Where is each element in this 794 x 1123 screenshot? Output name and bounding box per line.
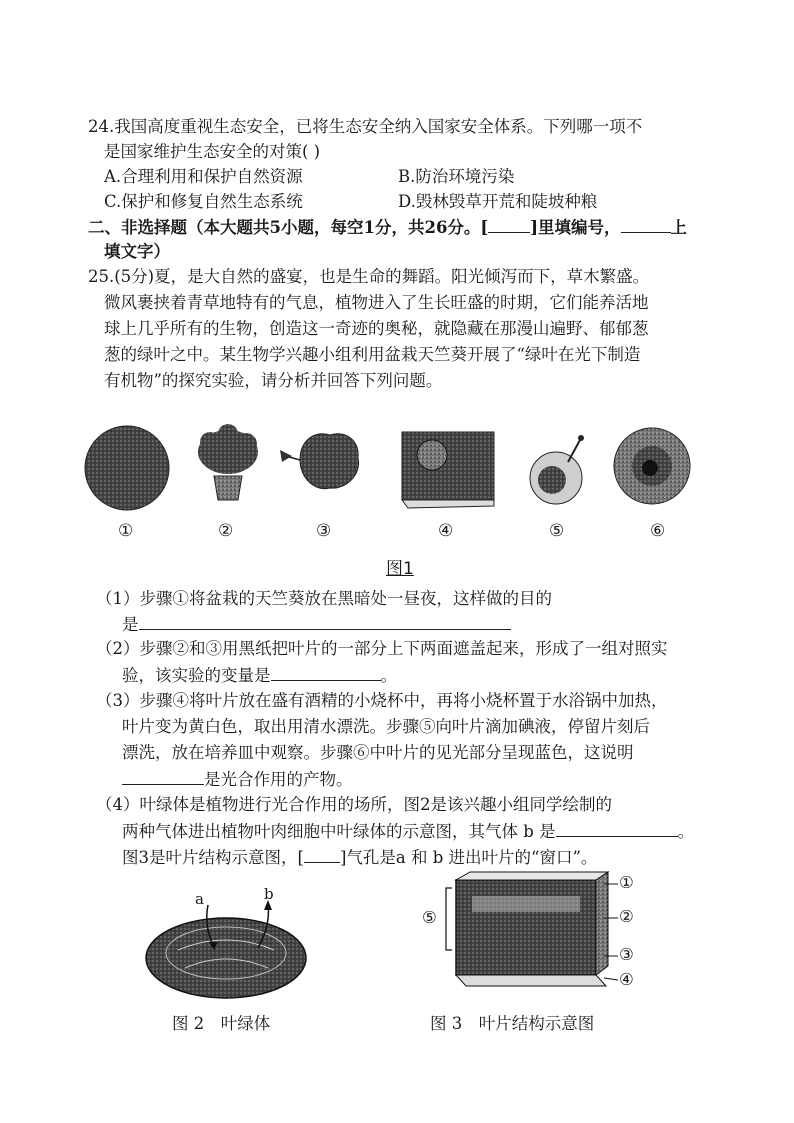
q24-option-a: A.合理利用和保护自然资源 [104,167,303,186]
section-2-text-b: ]里填编号， [530,218,621,237]
section-2-header-line2: 填文字） [104,242,170,261]
fig1-step-number: ③ [316,521,332,541]
q25-part3-text: 是光合作用的产物。 [204,770,353,789]
fig1-caption: 图1 [386,559,414,579]
fig1-step-number: ⑤ [549,521,565,541]
section-2-text-a: 二、非选择题（本大题共5小题，每空1分，共26分。[ [88,218,489,237]
q25-part1-line1: （1）步骤①将盆栽的天竺葵放在黑暗处一昼夜，这样做的目的 [96,589,552,608]
fig1-step-number: ⑥ [650,521,666,541]
fig3-label: ① [619,873,634,892]
q25-part3-line3: 漂洗，放在培养皿中观察。步骤⑥中叶片的见光部分呈现蓝色，这说明 [122,743,634,762]
q25-intro-line: 微风裹挟着青草地特有的气息，植物进入了生长旺盛的时期，它们能养活地 [104,293,649,312]
q25-part4-text: 图3是叶片结构示意图， [122,848,298,867]
fig1-step-number: ② [218,521,234,541]
q25-intro-line: 25.(5分)夏，是大自然的盛宴，也是生命的舞蹈。阳光倾泻而下，草木繁盛。 [88,267,650,286]
q25-intro-line: 有机物”的探究实验，请分析并回答下列问题。 [104,371,443,390]
q25-intro-line: 葱的绿叶之中。某生物学兴趣小组利用盆栽天竺葵开展了“绿叶在光下制造 [104,345,641,364]
q25-part3-line2: 叶片变为黄白色，取出用清水漂洗。步骤⑤向叶片滴加碘液，停留片刻后 [122,717,650,736]
fig3-label: ⑤ [422,908,437,927]
fig3-label: ④ [619,970,634,989]
section-2-text-c: 上 [670,218,688,237]
q25-part3-line1: （3）步骤④将叶片放在盛有酒精的小烧杯中，再将小烧杯置于水浴锅中加热， [96,691,668,710]
fig2-label-a: a [195,890,204,908]
fig3-caption: 图 3 叶片结构示意图 [430,1014,595,1033]
q25-part4-text: 气孔是a 和 b 进出叶片的“窗口”。 [346,848,598,867]
q25-part4-line3: 图3是叶片结构示意图，[ ]气孔是a 和 b 进出叶片的“窗口”。 [122,848,598,867]
q25-part4-text: 两种气体进出植物叶肉细胞中叶绿体的示意图，其气体 b 是 [122,822,556,841]
q24-option-d: D.毁林毁草开荒和陡坡种粮 [398,192,598,211]
q24-option-c: C.保护和修复自然生态系统 [104,192,303,211]
q24-line1: 24.我国高度重视生态安全，已将生态安全纳入国家安全体系。下列哪一项不 [88,117,643,136]
fig1-step-number: ④ [438,521,454,541]
q25-part4-end: 。 [677,822,695,841]
q25-part2-line1: （2）步骤②和③用黑纸把叶片的一部分上下两面遮盖起来，形成了一组对照实 [96,639,668,658]
q25-intro-line: 球上几乎所有的生物，创造这一奇迹的奥秘，就隐藏在那漫山遍野、郁郁葱 [104,319,649,338]
q25-part2-end: 。 [380,666,397,685]
fig3-label: ③ [619,945,634,964]
q24-option-b: B.防治环境污染 [398,167,515,186]
q25-part4-line1: （4）叶绿体是植物进行光合作用的场所，图2是该兴趣小组同学绘制的 [96,795,612,814]
q25-part1-text: 是 [122,615,139,634]
fig2-caption: 图 2 叶绿体 [172,1014,271,1033]
fig3-brace [446,888,452,950]
fig2-label-b: b [264,885,274,903]
q24-line2: 是国家维护生态安全的对策( ) [104,142,321,161]
fig1-step-number: ① [118,521,134,541]
q25-part2-text: 验，该实验的变量是 [122,666,271,685]
fig3-label: ② [619,907,634,926]
